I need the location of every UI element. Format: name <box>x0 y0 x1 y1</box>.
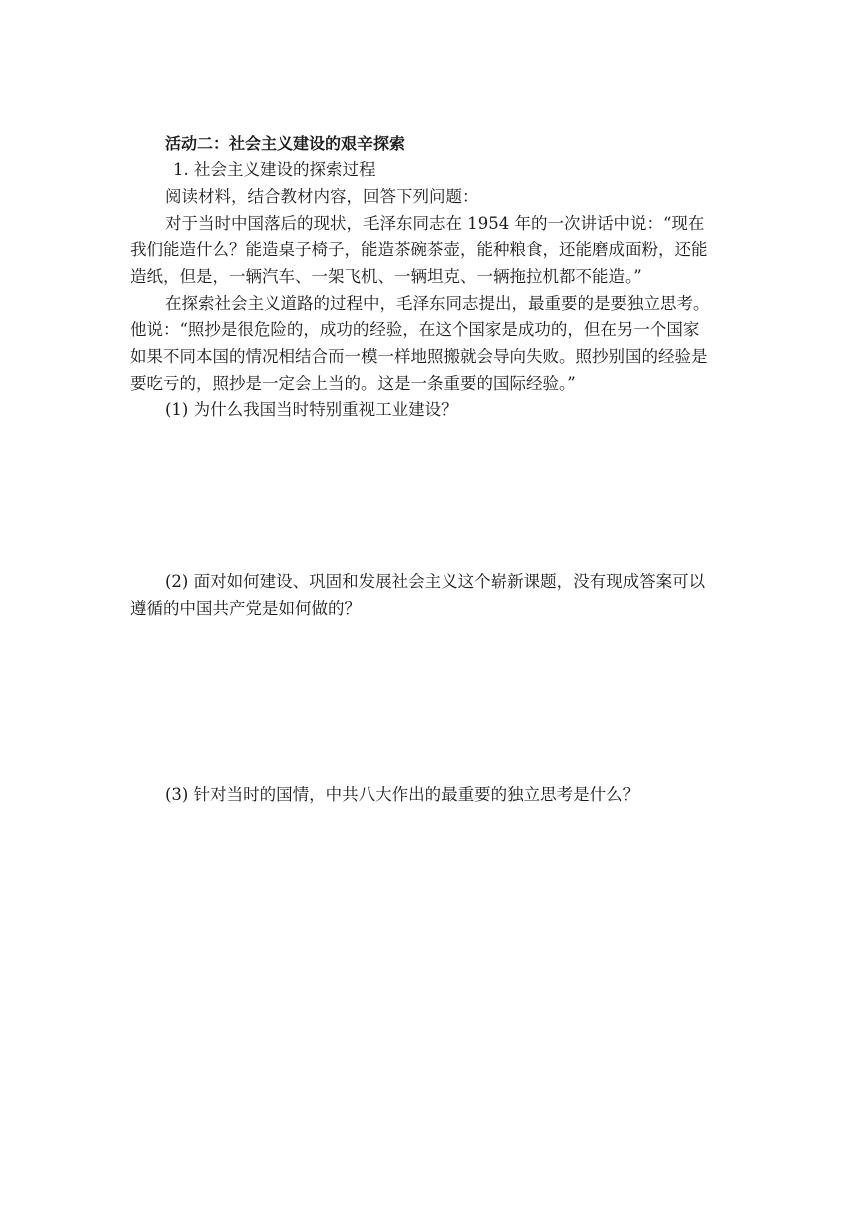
material-para1-line3: 造纸，但是，一辆汽车、一架飞机、一辆坦克、一辆拖拉机都不能造。” <box>130 267 642 286</box>
material-para2-line2: 他说：“照抄是很危险的，成功的经验，在这个国家是成功的，但在另一个国家 <box>130 320 700 339</box>
material-para2-line1: 在探索社会主义道路的过程中，毛泽东同志提出，最重要的是要独立思考。 <box>165 294 710 313</box>
question-3: (3) 针对当时的国情，中共八大作出的最重要的独立思考是什么？ <box>165 785 640 804</box>
material-para2-line4: 要吃亏的，照抄是一定会上当的。这是一条重要的国际经验。” <box>130 374 576 393</box>
question-1: (1) 为什么我国当时特别重视工业建设？ <box>165 400 458 419</box>
activity-title: 活动二：社会主义建设的艰辛探索 <box>165 134 406 153</box>
material-para1-line2: 我们能造什么？能造桌子椅子，能造茶碗茶壶，能种粮食，还能磨成面粉，还能 <box>130 240 708 259</box>
question-2-line2: 遵循的中国共产党是如何做的？ <box>130 599 361 618</box>
material-para2-line3: 如果不同本国的情况相结合而一模一样地照搬就会导向失败。照抄别国的经验是 <box>130 347 708 366</box>
material-para1-line1: 对于当时中国落后的现状，毛泽东同志在 1954 年的一次讲话中说：“现在 <box>165 214 705 233</box>
section-heading: 1. 社会主义建设的探索过程 <box>173 160 376 179</box>
instruction-text: 阅读材料，结合教材内容，回答下列问题： <box>165 187 479 206</box>
question-2-line1: (2) 面对如何建设、巩固和发展社会主义这个崭新课题，没有现成答案可以 <box>165 572 706 591</box>
